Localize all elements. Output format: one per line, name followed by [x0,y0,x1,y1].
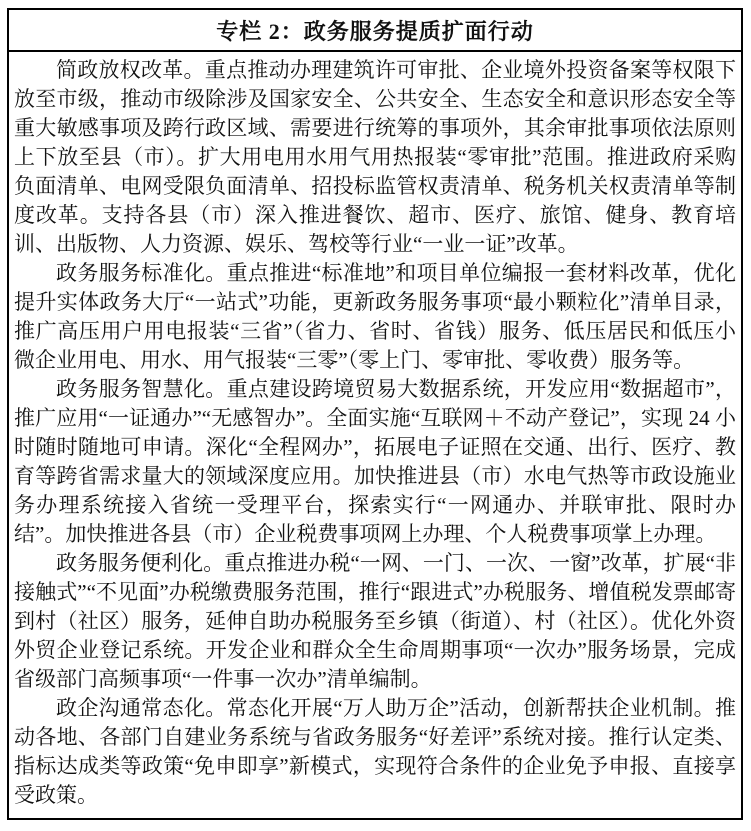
paragraph-decentralization-reform: 简政放权改革。重点推动办理建筑许可审批、企业境外投资备案等权限下放至市级，推动市级除涉及国家安全、公共安全、生态安全和意识形态安全等重大敏感事项及跨行政区域、需要进行统筹的事项外，其余审批事项依法原则上下放至县（市）。扩大用电用水用气用热报装“零审批”范围。推进政府采购负面清单、电网受限负面清单、招投标监管权责清单、税务机关权责清单等制度改革。支持各县（市）深入推进餐饮、超市、医疗、旅馆、健身、教育培训、出版物、人力资源、娱乐、驾校等行业“一业一证”改革。 [14,58,736,256]
column-panel [7,8,743,820]
panel-body [9,52,741,810]
paragraph-service-convenience: 政务服务便利化。重点推进办税“一网、一门、一次、一窗”改革，扩展“非接触式”“不见面”办税缴费服务范围，推行“跟进式”办税服务、增值税发票邮寄到村（社区）服务，延伸自助办税服务至乡镇（街道）、村（社区）。优化外资外贸企业登记系统。开发企业和群众全生命周期事项“一次办”服务场景，完成省级部门高频事项“一件事一次办”清单编制。 [14,551,736,691]
panel-title: 专栏 2：政务服务提质扩面行动 [9,10,741,52]
paragraph-service-smartization: 政务服务智慧化。重点建设跨境贸易大数据系统，开发应用“数据超市”，推广应用“一证通办”“无感智办”。全面实施“互联网＋不动产登记”，实现 24 小时随时随地可申请。深化“全程网办”，拓展电子证照在交通、出行、医疗、教育等跨省需求量大的领域深度应用。加快推进县（市）水电气热等市政设施业务办理系统接入省统一受理平台，探索实行“一网通办、并联审批、限时办结”。加快推进各县（市）企业税费事项网上办理、个人税费事项掌上办理。 [14,377,736,546]
paragraph-government-enterprise-communication: 政企沟通常态化。常态化开展“万人助万企”活动，创新帮扶企业机制。推动各地、各部门自建业务系统与省政务服务“好差评”系统对接。推行认定类、指标达成类等政策“免申即享”新模式，实现符合条件的企业免予申报、直接享受政策。 [14,696,736,807]
paragraph-service-standardization: 政务服务标准化。重点推进“标准地”和项目单位编报一套材料改革，优化提升实体政务大厅“一站式”功能，更新政务服务事项“最小颗粒化”清单目录，推广高压用户用电报装“三省”（省力、省时、省钱）服务、低压居民和低压小微企业用电、用水、用气报装“三零”（零上门、零审批、零收费）服务等。 [14,261,736,372]
